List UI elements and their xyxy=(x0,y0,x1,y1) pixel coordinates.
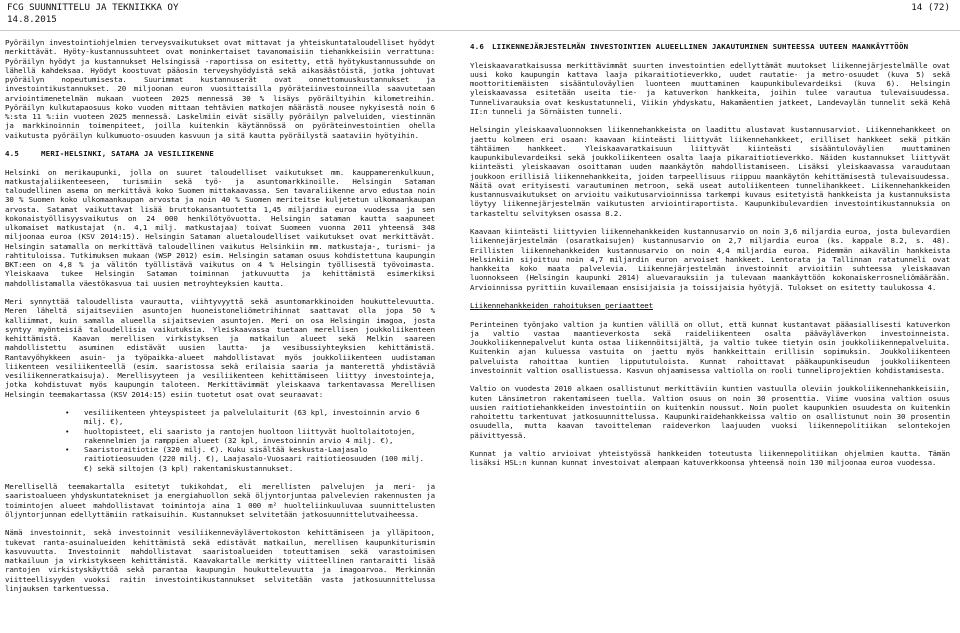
cycling-benefits-paragraph: Pyöräilyn investointiohjelmien terveysvaikutukset ovat mittavat ja yhteiskuntataloudelliset hyödyt merkittävät. Hyöty-kustannussuhteet ovat moninkertaiset tavanomaisiin tiehankkeisiin verrattuna: Pyöräilyn hyödyt ja kustannukset Helsingissä -raportissa on esitetty, että hyötykustannussuhde on lähellä kahdeksaa. Hyödyt koostuvat pääosin terveyshyödyistä sekä aikasäästöistä, jotka johtuvat pyöräilyn nopeutumisesta. Suurimmat kustannuserät ovat onnettomuuskustannukset ja investointikustannukset. 20 miljoonan euron vuosittaisilla pyöräteiinvestoinneilla saavutetaan arviointimenetelmän mukaan vuoteen 2025 mennessä 30 % lisäys pyöräiltyihin kilometreihin. Pyöräilyn kulkutapaosuus koko vuoden mittaan tehtävien matkojen määrästä nousee nykyisestä noin 6 %:sta 11 %:iin vuoteen 2025 mennessä. Laskelmiin eivät sisälly pyöräilyn palveluiden, viestinnän ja markkinoinnin toimenpiteet, joilla kuitenkin käytännössä on pyöräteinvestointien ohella vaikutusta pyöräilyn kulkumuoto-osuuden kasvuun ja sitä kautta pyöräilystä saataviin hyötyihin. xyxy=(5,38,435,140)
state-participation-paragraph: Valtio on vuodesta 2010 alkaen osallistunut merkittäviin kuntien vastuulla oleviin joukkoliikennehankkeisiin, kuten Länsimetron rakentamiseen tuella. Valtion osuus on noin 30 prosenttia. Viime vuosina valtion osuus uusien raitiotiehankkeiden investointiin on kuitenkin noussut. Noin puolet kaupunkien osuudesta on kuitenkin rahoitettu tarkentuvat jatkosuunnittelussa. Kaupunkiraidehankkeissa valtio on osallistunut noin 30 prosentin osuudella, mutta kaavan tavoitteleman raideverkon laajuuden vuoksi liikennepolitiikan selontekojen päivittyessä. xyxy=(470,384,950,440)
page-number: 14 (72) xyxy=(911,2,950,13)
section-title: LIIKENNEJÄRJESTELMÄN INVESTOINTIEN ALUEELLINEN JAKAUTUMINEN SUHTEESSA UUTEEN MAANKÄYTTÖÖN xyxy=(492,42,909,51)
list-item: • vesiliikenteen yhteyspisteet ja palvelulaiturit (63 kpl, investoinnin arvio 6 milj. €), xyxy=(5,408,435,427)
company-name: FCG SUUNNITTELU JA TEKNIIKKA OY xyxy=(7,2,179,13)
list-item: • huoltopisteet, eli saaristo ja rantojen huoltoon liittyvät huoltolaitotojen, rakennelmien ja ramppien alueet (32 kpl, investoinnin arvio 4 milj. €), xyxy=(5,427,435,446)
section-number: 4.6 xyxy=(470,42,485,51)
maritime-map-paragraph: Merellisellä teemakartalla esitetyt tukikohdat, eli merellisten palvelujen ja meri- ja saaristoalueen yhdyskuntatekniset ja energiahuollon sekä öljyntorjuntaa palvelevien rakennusten ja toimintojen alueet mahdollistavat toimintoja aina 1 000 m² huolteliinkuuluvaa suunnittelusten öljyntorjunnan edellyttämiin ratkaisuihin. Kustannukset selvitetään jatkosuunnittelutvaiheessa. xyxy=(5,482,435,519)
right-column xyxy=(470,42,950,477)
sea-value-paragraph: Meri synnyttää taloudellista vaurautta, viihtyvyyttä sekä asuntomarkkinoiden houkuttelevuutta. Meren läheltä sijaitseviien asuntojen huoneistoneliömetrihinnat saattavat olla jopa 50 % kalliimmat, kuin samalla alueella sijaitsevien asuntojen. Meri on osa Helsingin imagoa, josta syntyy myönteisiä taloudellisia vaikutuksia. Yleiskaavassa tuetaan merellisen joukkoliikenteen kehittämistä. Kaavan merellisen virkistyksen ja matkailun alueet sekä Melkin saareen mahdollistettu asuminen edistävät uusien lautta- ja vesibussiyhteyksien kehittämistä. Rantavyöhykkeen asuin- ja työpaikka-alueet mahdollistavat myös joukkoliikenteen uudistaman liikenteen vesiliikenteellä (esim. saaristossa sekä erilaisia saaria ja manterettä yhdistäviä vesiliikenneratkaisuja). Merellisyyteen ja vesiliikenteen kehittämiseen liittyy investointeja, jotka kohdistuvat myös kaupungin taloteen. Merkittävimmät yleiskaava tarkentavassa Merellisen Helsingin teemakartassa (KSV 2014:15) esiin tuotetut osat ovat seuraavat: xyxy=(5,297,435,399)
left-column xyxy=(5,38,435,602)
section-number: 4.5 xyxy=(5,149,20,158)
transport-system-paragraph: Yleiskaavaratkaisussa merkittävimmät suurten investointien edellyttämät muutokset liikennejärjestelmälle ovat uusi koko kaupungin kattava laaja pikaraitiotieverkko, uudet rautatie- ja metro-osuudet (kuva 5) sekä moottoritiemäisten sisääntuloväylien luonteen muuttaminen kaupunkibulevardeiksi (kuva 6). Helsingin yleiskaavassa esitetään useita tie- ja katuverkon hankkeita, joihin tulee varautua tulevaisuudessa. Tunnelivarauksia ovat keskustatunneli, Viikin yhdyskatu, Hakamäentien jatkeet, Landevaylän tunnelit sekä Kehä II:n tunneli ja Sörnäisten tunneli. xyxy=(470,60,950,116)
section-heading-4-6 xyxy=(470,42,950,51)
cost-figures-paragraph: Kaavaan kiinteästi liittyvien liikennehankkeiden kustannusarvio on noin 3,6 miljardia euroa, josta bulevardien liikennejärjestelmän (osaratkaisujen) kustannusarvio on 2,7 miljardia euroa (ks. kappale 8.2, s. 48). Erillisten liikennehankkeiden kustannusarvio on noin 4,4 miljardia euroa. Pidemmän aikavälin hankkeista Helsinkiin sijoittuu noin 4,7 miljardin euron arvoiset hankkeet. Lentorata ja Tallinnan ratatunneli ovat hankkeita koko maata palvelevia. Liikennejärjestelmän investoinnit arvioitiin suhteessa yleiskaavan luonnokseen (Helsingin kaupunki 2014) aluevarauksiin ja tulevaan maankäyttöön kokonaiskerrosneliömäärään. Arvioinnissa pyrittiin kuvailemaan ensisijaisia ja toissijaisia hyötyjä. Tulokset on esitetty taulukossa 4. xyxy=(470,227,950,292)
section-heading-4-5 xyxy=(5,149,435,158)
list-item: • Saaristoraitiotie (320 milj. €). Kuku sisältää keskusta-Laajasalo raitiotieosuuden (220 milj. €), Laajasalo-Vuosaari raitiotieosuuden (100 milj. €) sekä siltojen (3 kpl) rakentamiskustannukset. xyxy=(5,445,435,473)
document-date: 14.8.2015 xyxy=(7,14,57,25)
maritime-economy-paragraph: Helsinki on merikaupunki, jolla on suuret taloudelliset vaikutukset mm. kauppamerenkulkuun, matkustajaliikenteeseen, turismiin sekä työ- ja asuntomarkkinoille. Helsingin Sataman taloudellinen asema on merkittävä koko Suomen mittakaavassa. Sen tavaraliikenne arvo edustaa noin 30 % Suomen koko ulkomaankaupan arvosta ja noin 40 % Suomen meriteitse kuljetetun ulkomaankaupan arvosta. Satamat vaikuttavat lisää bruttokansantuotetta 1,45 miljardia euroa vuodessa ja sen kokonaistyöllisyysvaikutus on 24 000 henkilötyövuotta. Helsingin sataman kautta saapuneet ulkomaiset matkustajat (n. 4,1 milj. matkustajaa) toivat Suomeen vuonna 2011 yhteensä 348 miljoonaa euroa (KSV 2014:15). Helsingin Sataman aluetaloudelliset vaikutukset ovat merkittävät. Helsingin satamalla on merkittävä taloudellinen vaikutus Helsinkiin mm. matkustaja-, turismi- ja rahtituloissa. Tutkimuksen mukaan (WSP 2012) esim. Helsingin sataman osuus kohdistettuna kaupungin BKT:een on 4,8 % ja välitön työllistävä vaikutus on 4 % Helsingin työllisestä työvoimasta. Yleiskaava tukee Helsingin Sataman toiminnan jatkuvuutta ja kehittämistä esimerkiksi mahdollistamalla väestökasvua tai uusien metroyhteyksien kautta. xyxy=(5,167,435,288)
waterway-investment-paragraph: Nämä investoinnit, sekä investoinnit vesiliikenneväylävertokoston kehittämiseen ja ylläpitoon, tukevat ranta-asuinalueiden kehittämistä sekä edistävät matkailun, merellisen kaupunkiturismin kasvuvuutta. Investoinnit mahdollistavat saaristoalueiden toteuttamisen sekä varastoimisen matkailuun ja virkistykseen kehittämistä. Kaavakartalle merkitty viitteellinen rantaraitti lisää rantojen virkistyskäyttöä sekä parantaa kaupungin houkuttelevuutta ja imagoarvoa. Merkinnän viitteellisyyden vuoksi raitin investointikustannukset selvitetään vasta jatkosuunnittelussa linjauksen tarkentuessa. xyxy=(5,528,435,593)
header-rule xyxy=(0,30,960,31)
funding-division-paragraph: Perinteinen työnjako valtion ja kuntien välillä on ollut, että kunnat kustantavat pääasiallisesti katuverkon ja valtio vastaa maantieverkosta sekä raideliikenteen osalta pääväyläverkon investoinneista. Joukkoliikennepalvelut kunta ostaa liikennöitsijältä, ja valtio tukee tietyin osin joukkoliikennepalveluita. Kuitenkin ajan kuluessa vastuita on jaettu myös hankkeittain erillisin sopimuksin. Joukkoliikenteen palveluista rahoittaa kuntien lippututuloista. Kunnat rahoittavat pääkaupunkiseudun joukkoliikenteen investoinnit valtion osallistuessa. Kasvun ohjaamisessa valtiolla on rooli tunneliprojektien kohdistamisesta. xyxy=(470,319,950,375)
cost-estimates-paragraph: Helsingin yleiskaavaluonnoksen liikennehankkeista on laadittu alustavat kustannusarviot. Liikennehankkeet on jaettu kolmeen eri osaan: kaavaan kiinteästi liittyvät liikennehankkeet, erilliset hankkeet sekä pitkän tähtäimen hankkeet. Yleiskaavaratkaisuun liittyvät kiinteästi sisääntuloväylien muuttaminen kaupunkibulevardeiksi sekä joukkoliikenteen osalta laaja pikaraitiotieverkko. Näiden kustannukset liittyvät kiinteästi yleiskaavan osoittaman uuden maankäytön mahdollistamiseen. Lisäksi yleiskaavassa varaudutaan joukkoon erillisiä liikennehankkeita, joiden tarpeellisuus riippuu maankäytön kehittämisestä tulevaisuudessa. Näitä ovat erityisesti varautuminen metroon, sekä useat autoliikenteen tunnelihankkeet. Liikennehankkeiden kustannusvaikutukset on arvioitu vaikutusarvioinnissa tarkempi kuvaus esitetyistä hankkeista ja kustannuksista löytyy liikennejärjestelmän vaikutusten arviointiraportista. Kaupunkibulevardien investointikustannuksia on tarkasteltu selvityksen osassa 8.2. xyxy=(470,125,950,218)
document-header xyxy=(7,2,178,26)
investment-list xyxy=(5,408,435,473)
funding-subheading: Liikennehankkeiden rahoituksen periaatteet xyxy=(470,301,654,310)
section-title: MERI-HELSINKI, SATAMA JA VESILIIKENNE xyxy=(41,149,215,158)
cooperation-paragraph: Kunnat ja valtio arvioivat yhteistyössä hankkeiden toteutusta liikennepolitiikan ohjelmien kautta. Tämän lisäksi HSL:n kunnan kunnat investoivat alempaan katuverkkoonsa yhteensä noin 130 miljoonaa euroa vuodessa. xyxy=(470,449,950,468)
